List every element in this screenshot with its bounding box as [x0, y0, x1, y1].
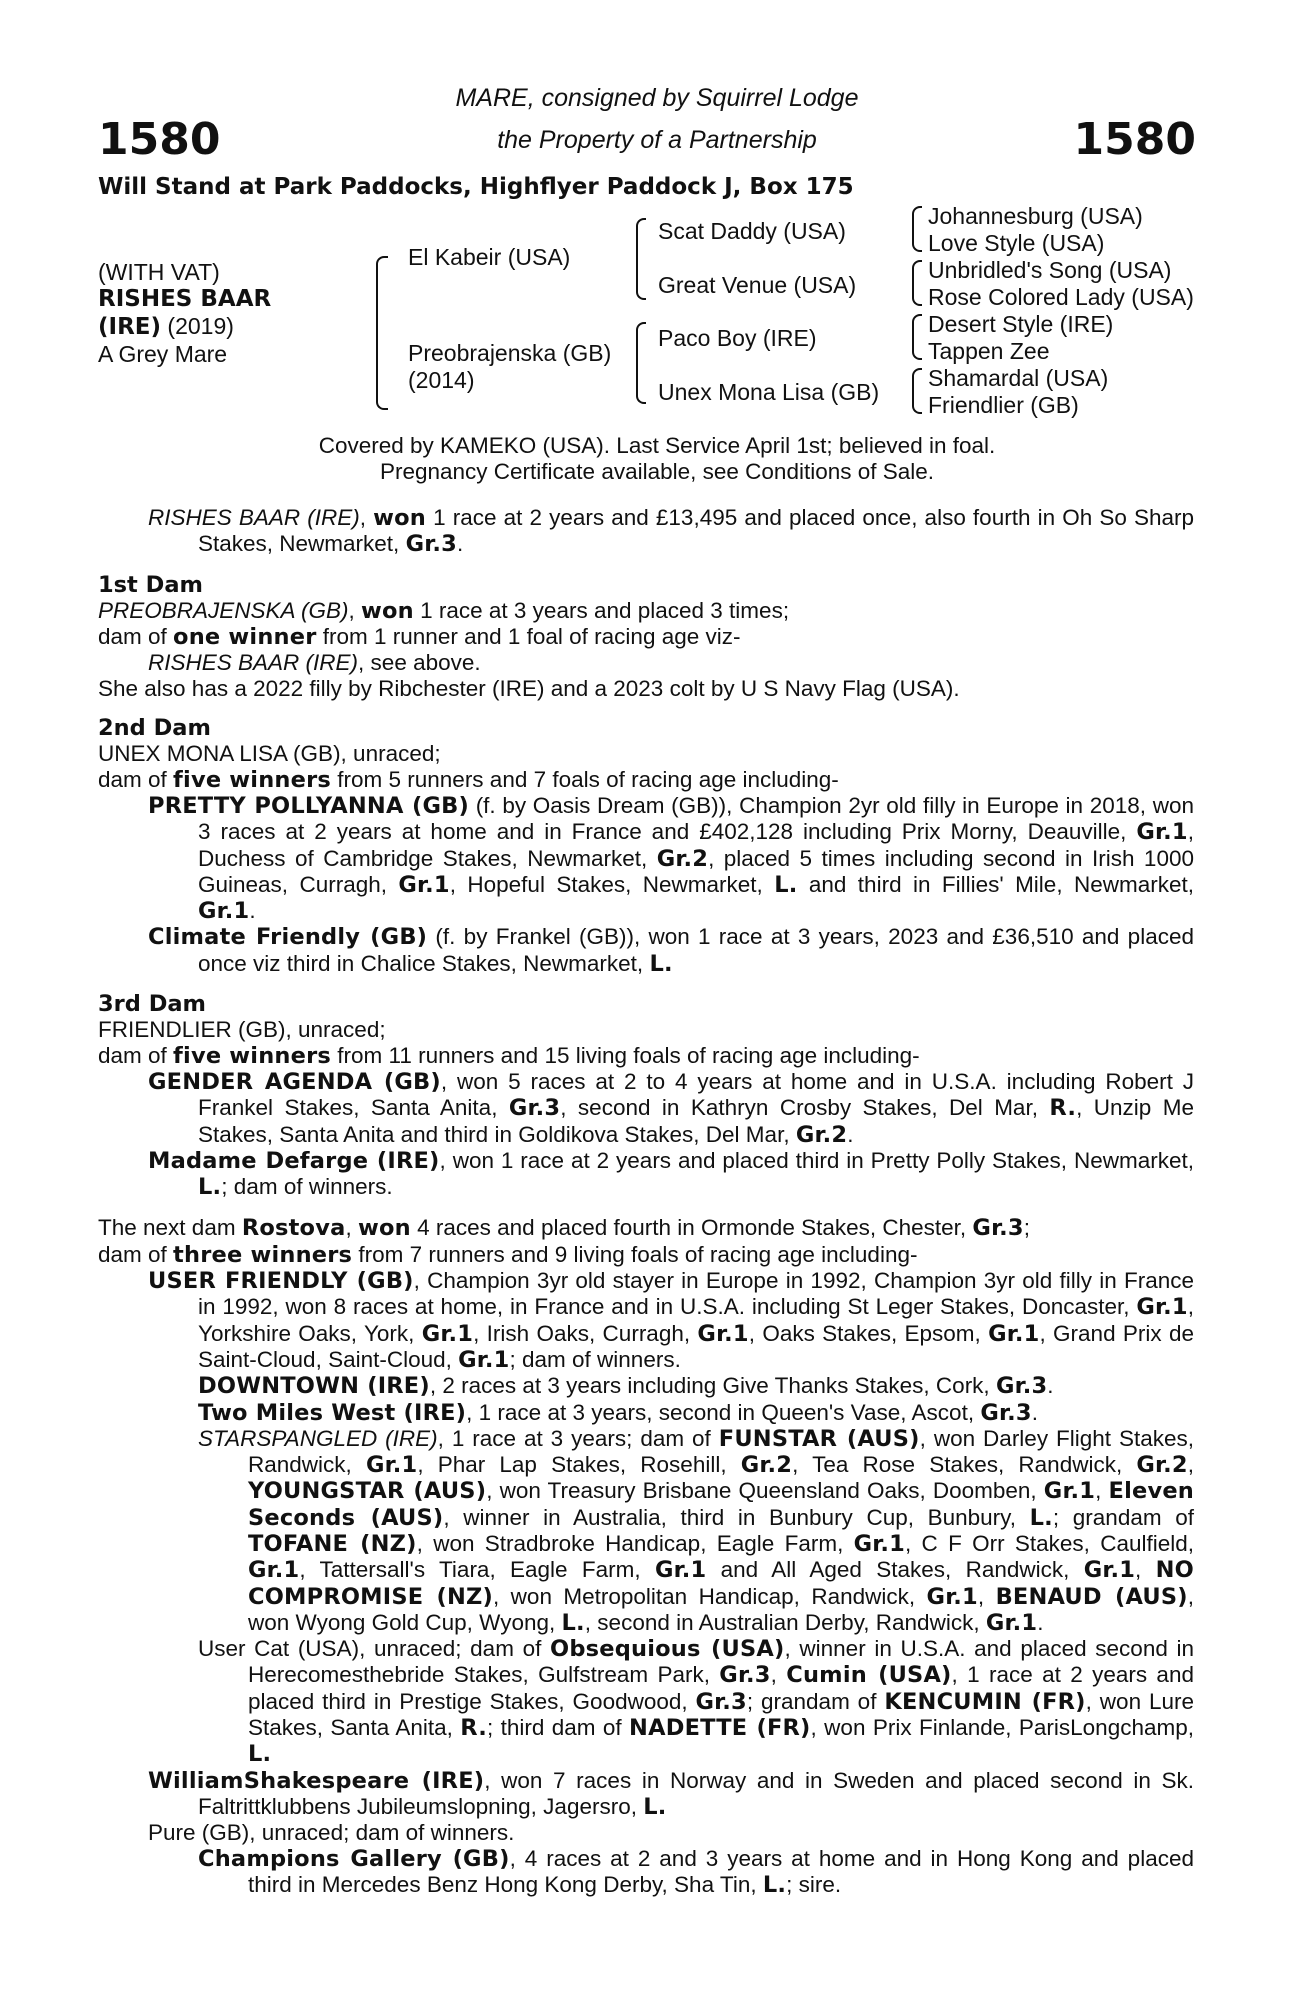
produce-madame-defarge: Madame Defarge (IRE), won 1 race at 2 years and placed third in Pretty Polly Stakes, Newmarket, L.; dam of winners. — [148, 1147, 1194, 1201]
first-dam-heading: 1st Dam — [98, 571, 203, 598]
grandsire-maternal: Paco Boy (IRE) — [658, 325, 817, 351]
third-dam-record: FRIENDLIER (GB), unraced; — [98, 1017, 386, 1043]
third-dam-produce: dam of five winners from 11 runners and 15 living foals of racing age including- — [98, 1042, 920, 1069]
produce-downtown: DOWNTOWN (IRE), 2 races at 3 years including Give Thanks Stakes, Cork, Gr.3. — [198, 1373, 1054, 1400]
sire-name: El Kabeir (USA) — [408, 244, 571, 270]
brace-sire — [636, 218, 646, 300]
stand-location: Will Stand at Park Paddocks, Highflyer Paddock J, Box 175 — [98, 174, 854, 200]
brace-ggp-2 — [912, 260, 922, 306]
granddam-paternal: Great Venue (USA) — [658, 272, 857, 298]
horse-country: (IRE) — [98, 314, 162, 340]
brace-gen1 — [376, 256, 388, 410]
second-dam-produce: dam of five winners from 5 runners and 7 foals of racing age including- — [98, 766, 839, 793]
property-line: the Property of a Partnership — [497, 126, 817, 154]
produce-champions-gallery: Champions Gallery (GB), 4 races at 2 and 3 years at home and in Hong Kong and placed third in Mercedes Benz Hong Kong Derby, Sha Tin, L.; sire. — [198, 1845, 1194, 1898]
great-grandparents — [928, 203, 1194, 419]
first-dam-produce: dam of one winner from 1 runner and 1 foal of racing age viz- — [98, 624, 741, 651]
ggp-desert-style: Desert Style (IRE) — [928, 311, 1114, 337]
horse-description: A Grey Mare — [98, 341, 228, 367]
next-dam-produce: dam of three winners from 7 runners and 9 living foals of racing age including- — [98, 1241, 918, 1268]
dam-name: Preobrajenska (GB) — [408, 340, 612, 366]
brace-ggp-1 — [912, 206, 922, 252]
ggp-johannesburg: Johannesburg (USA) — [928, 203, 1143, 229]
first-dam-foal: RISHES BAAR (IRE), see above. — [148, 650, 481, 676]
next-dam-record: The next dam Rostova, won 4 races and placed fourth in Ormonde Stakes, Chester, Gr.3; — [98, 1215, 1031, 1242]
dam-year: (2014) — [408, 367, 475, 393]
ggp-unbridleds-song: Unbridled's Song (USA) — [928, 257, 1172, 283]
covering-info: Covered by KAMEKO (USA). Last Service April 1st; believed in foal. — [318, 433, 996, 458]
ggp-tappen-zee: Tappen Zee — [928, 338, 1050, 364]
lot-number-right: 1580 — [1073, 114, 1196, 165]
ggp-shamardal: Shamardal (USA) — [928, 365, 1109, 391]
produce-climate-friendly: Climate Friendly (GB) (f. by Frankel (GB)), won 1 race at 3 years, 2023 and £36,510 and placed once viz third in Chalice Stakes, Newmarket, L. — [148, 924, 1194, 977]
horse-identity — [98, 259, 271, 368]
lot-number-left: 1580 — [98, 114, 221, 165]
produce-user-cat: User Cat (USA), unraced; dam of Obsequious (USA), winner in U.S.A. and placed second in Herecomesthebride Stakes, Gulfstream Park, Gr.3, Cumin (USA), 1 race at 2 years and placed third in Prestige Stakes, Goodwood, Gr.3; grandam of KENCUMIN (FR), won Lure Stakes, Santa Anita, R.; third dam of NADETTE (FR), won Prix Finlande, ParisLongchamp, L. — [198, 1636, 1195, 1768]
produce-pretty-pollyanna: PRETTY POLLYANNA (GB) (f. by Oasis Dream (GB)), Champion 2yr old filly in Europe in 2018, won 3 races at 2 years at home and in France and £402,128 including Prix Morny, Deauville, Gr.1, Duchess of Cambridge Stakes, Newmarket, Gr.2, placed 5 times including second in Irish 1000 Guineas, Curragh, Gr.1, Hopeful Stakes, Newmarket, L. and third in Fillies' Mile, Newmarket, Gr.1. — [148, 792, 1194, 925]
vat-note: (WITH VAT) — [98, 259, 220, 285]
brace-ggp-4 — [912, 368, 922, 414]
ggp-friendlier: Friendlier (GB) — [928, 392, 1079, 418]
brace-dam — [636, 322, 646, 404]
grandsire-paternal: Scat Daddy (USA) — [658, 218, 846, 244]
horse-year: (2019) — [161, 313, 234, 339]
first-dam-young-stock: She also has a 2022 filly by Ribchester (IRE) and a 2023 colt by U S Navy Flag (USA). — [98, 675, 960, 701]
granddam-maternal: Unex Mona Lisa (GB) — [658, 379, 880, 405]
horse-summary: RISHES BAAR (IRE), won 1 race at 2 years and £13,495 and placed once, also fourth in Oh So Sharp Stakes, Newmarket, Gr.3. — [148, 505, 1194, 558]
ggp-rose-colored-lady: Rose Colored Lady (USA) — [928, 284, 1194, 310]
produce-starspangled: STARSPANGLED (IRE), 1 race at 3 years; dam of FUNSTAR (AUS), won Darley Flight Stakes, Randwick, Gr.1, Phar Lap Stakes, Rosehill, Gr.2, Tea Rose Stakes, Randwick, Gr.2, YOUNGSTAR (AUS), won Treasury Brisbane Queensland Oaks, Doomben, Gr.1, Eleven Seconds (AUS), winner in Australia, third in Bunbury Cup, Bunbury, L.; grandam of TOFANE (NZ), won Stradbroke Handicap, Eagle Farm, Gr.1, C F Orr Stakes, Caulfield, Gr.1, Tattersall's Tiara, Eagle Farm, Gr.1 and All Aged Stakes, Randwick, Gr.1, NO COMPROMISE (NZ), won Metropolitan Handicap, Randwick, Gr.1, BENAUD (AUS), won Wyong Gold Cup, Wyong, L., second in Australian Derby, Randwick, Gr.1. — [198, 1425, 1195, 1636]
produce-pure: Pure (GB), unraced; dam of winners. — [148, 1820, 515, 1846]
horse-name: RISHES BAAR — [98, 286, 272, 312]
consignor-line: MARE, consigned by Squirrel Lodge — [455, 84, 859, 112]
ggp-love-style: Love Style (USA) — [928, 230, 1105, 256]
produce-two-miles-west: Two Miles West (IRE), 1 race at 3 years, second in Queen's Vase, Ascot, Gr.3. — [198, 1399, 1038, 1426]
produce-user-friendly: USER FRIENDLY (GB), Champion 3yr old stayer in Europe in 1992, Champion 3yr old filly in France in 1992, won 8 races at home, in France and in U.S.A. including St Leger Stakes, Doncaster, Gr.1, Yorkshire Oaks, York, Gr.1, Irish Oaks, Curragh, Gr.1, Oaks Stakes, Epsom, Gr.1, Grand Prix de Saint-Cloud, Saint-Cloud, Gr.1; dam of winners. — [148, 1268, 1194, 1373]
produce-gender-agenda: GENDER AGENDA (GB), won 5 races at 2 to 4 years at home and in U.S.A. including Robert J Frankel Stakes, Santa Anita, Gr.3, second in Kathryn Crosby Stakes, Del Mar, R., Unzip Me Stakes, Santa Anita and third in Goldikova Stakes, Del Mar, Gr.2. — [148, 1068, 1194, 1148]
catalogue-body — [98, 505, 1194, 1898]
produce-william-shakespeare: WilliamShakespeare (IRE), won 7 races in Norway and in Sweden and placed second in Sk. Faltrittklubbens Jubileumslopning, Jagersro, L. — [148, 1767, 1194, 1820]
pregnancy-note: Pregnancy Certificate available, see Conditions of Sale. — [379, 459, 935, 484]
second-dam-record: UNEX MONA LISA (GB), unraced; — [98, 741, 441, 767]
third-dam-heading: 3rd Dam — [98, 991, 206, 1018]
brace-ggp-3 — [912, 314, 922, 360]
second-dam-heading: 2nd Dam — [98, 715, 211, 742]
first-dam-record: PREOBRAJENSKA (GB), won 1 race at 3 years and placed 3 times; — [98, 597, 790, 624]
